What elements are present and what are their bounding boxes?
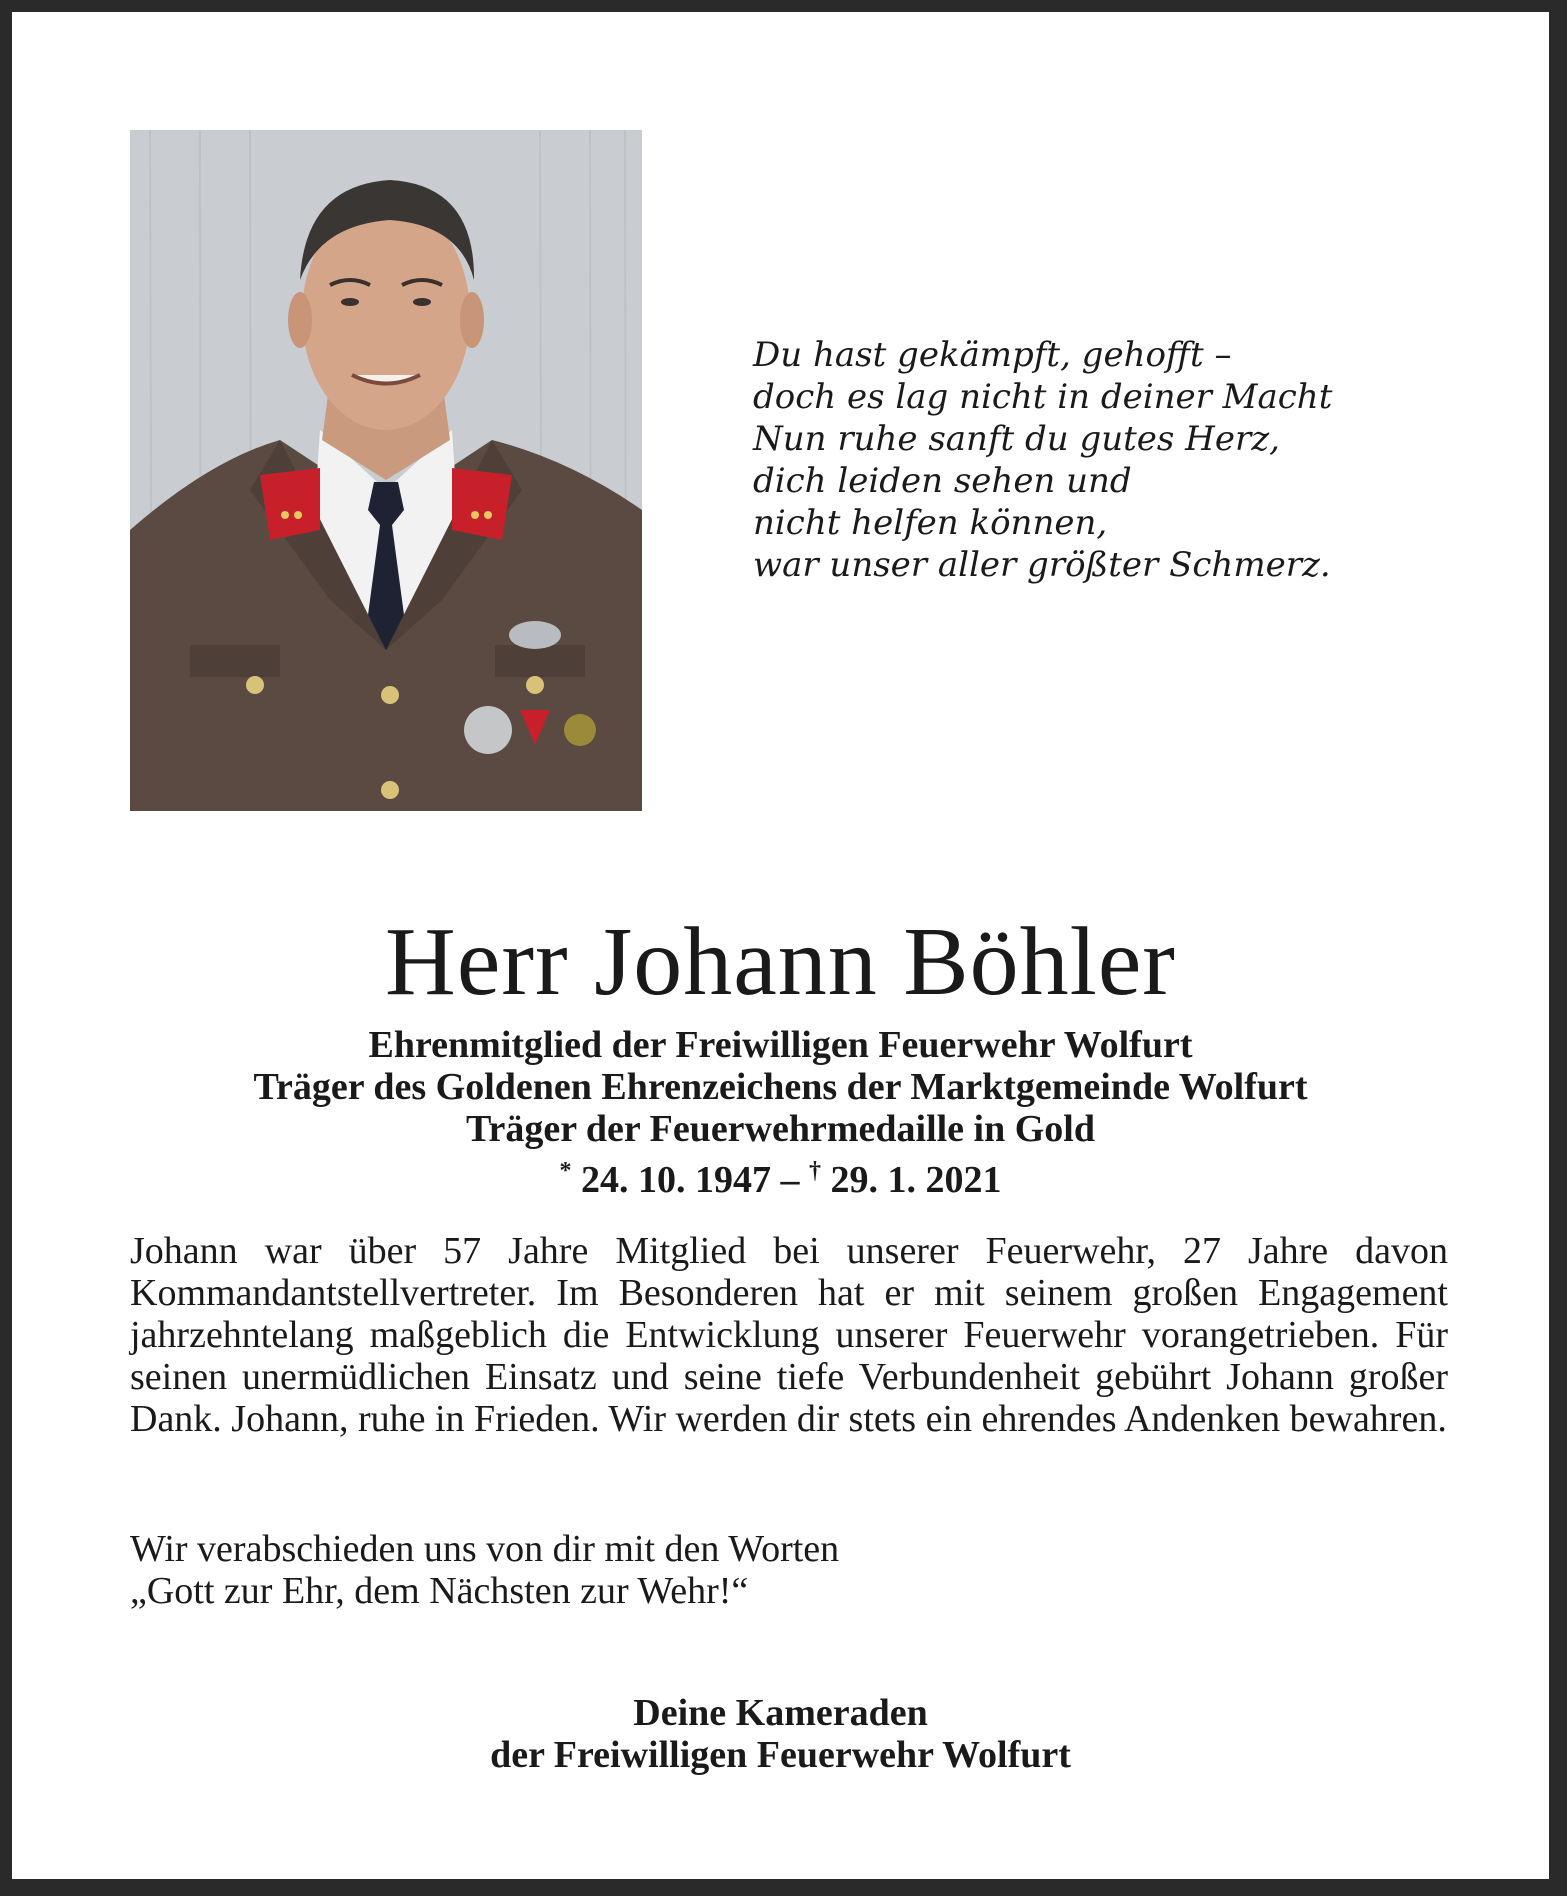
- signature-line: der Freiwilligen Feuerwehr Wolfurt: [490, 1734, 1071, 1776]
- farewell: [130, 1528, 1130, 1612]
- poem-line: dich leiden sehen und: [753, 461, 1132, 501]
- life-dates: [12, 1150, 1549, 1201]
- farewell-quote: „Gott zur Ehr, dem Nächsten zur Wehr!“: [130, 1570, 749, 1612]
- obituary-page: [12, 12, 1549, 1879]
- poem-line: war unser aller größter Schmerz.: [753, 545, 1331, 585]
- poem-line: Du hast gekämpft, gehofft –: [753, 335, 1232, 375]
- death-date: 29. 1. 2021: [830, 1159, 1002, 1201]
- birth-symbol: *: [559, 1158, 572, 1184]
- poem-line: doch es lag nicht in deiner Macht: [753, 377, 1333, 417]
- obituary-text: Johann war über 57 Jahre Mitglied bei unserer Feuerwehr, 27 Jahre davon Kommandantstellvertreter. Im Besonderen hat er mit seinem großen Engagement jahrzehntelang maßgeblich die Entwicklung unserer Feuerwehr vorangetrieben. Für seinen unermüdlichen Einsatz und seine tiefe Verbundenheit gebührt Johann großer Dank. Johann, ruhe in Frieden. Wir werden dir stets ein ehrendes Andenken bewahren.: [130, 1230, 1448, 1440]
- signature-line: Deine Kameraden: [633, 1692, 928, 1734]
- honor-title: Träger des Goldenen Ehrenzeichens der Marktgemeinde Wolfurt: [253, 1066, 1308, 1108]
- farewell-line: Wir verabschieden uns von dir mit den Worten: [130, 1528, 840, 1570]
- honor-title: Ehrenmitglied der Freiwilligen Feuerwehr Wolfurt: [368, 1024, 1193, 1066]
- birth-date: 24. 10. 1947: [581, 1159, 771, 1201]
- honor-title: Träger der Feuerwehrmedaille in Gold: [465, 1108, 1095, 1150]
- deceased-name: Herr Johann Böhler: [385, 908, 1176, 1016]
- signature: [12, 1692, 1549, 1776]
- poem-line: nicht helfen können,: [753, 503, 1108, 543]
- death-symbol: †: [809, 1158, 821, 1184]
- poem: [753, 334, 1373, 586]
- date-separator: –: [771, 1159, 809, 1201]
- portrait-photo: [130, 130, 642, 811]
- honor-titles: [12, 1024, 1549, 1150]
- poem-line: Nun ruhe sanft du gutes Herz,: [753, 419, 1280, 459]
